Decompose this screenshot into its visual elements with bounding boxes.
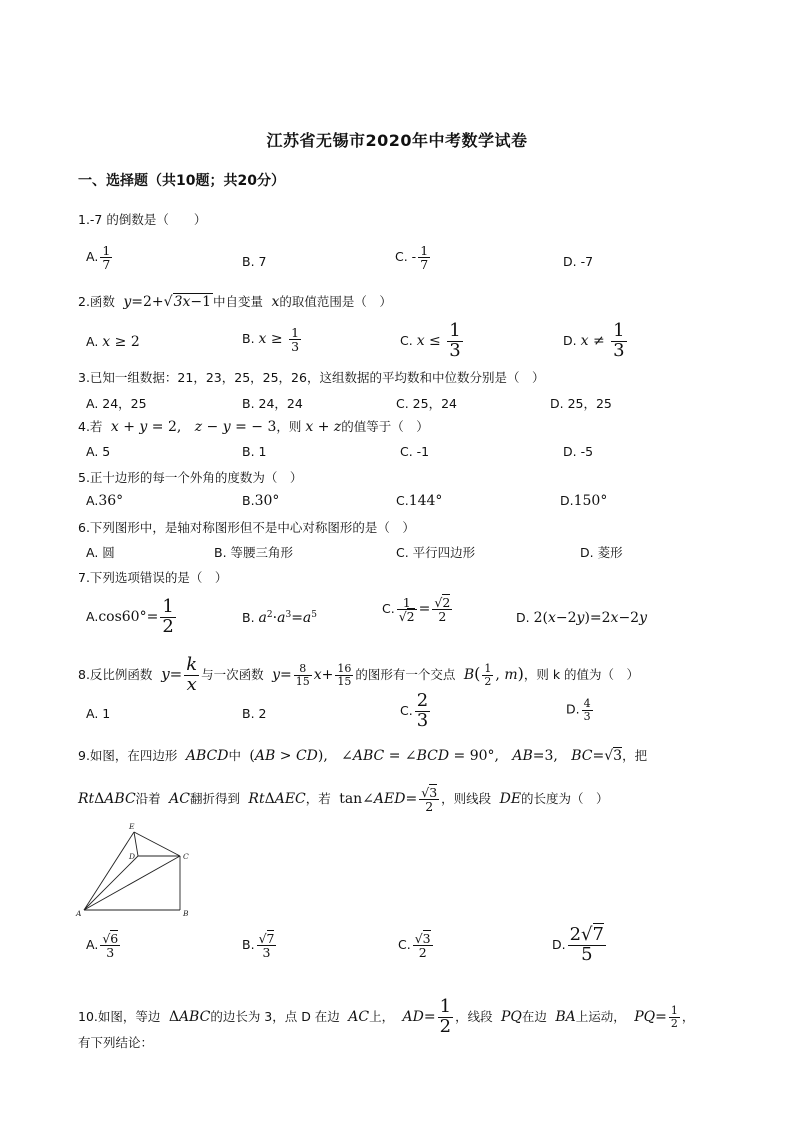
- q6-option-a: A. 圆: [86, 545, 115, 560]
- question-10-line-2: 有下列结论：: [78, 1035, 154, 1050]
- figure-label-c: C: [183, 852, 189, 861]
- q4-option-c: C. -1: [400, 444, 430, 459]
- quadrilateral-figure: [74, 820, 196, 918]
- q1-option-a: A. $\frac{1}{7}$: [86, 243, 111, 273]
- q2-option-a: A. x ≥ 2: [86, 334, 140, 350]
- q8-option-d: D. $\frac{4}{3}$: [566, 697, 591, 723]
- q4-option-a: A. 5: [86, 444, 111, 459]
- q7-option-a: A.cos60°= $\frac{1}{2}$: [86, 596, 174, 637]
- q6-option-b: B. 等腰三角形: [214, 545, 294, 560]
- q9-option-b: B. $\frac{√7}{3}$: [242, 931, 275, 961]
- figure-label-b: B: [183, 909, 189, 918]
- question-6: 6.下列图形中，是轴对称图形但不是中心对称图形的是（ ）: [78, 520, 415, 535]
- question-9-line-1: 9.如图，在四边形 ABCD中 (AB > CD), ∠ABC = ∠BCD = 90°, AB=3, BC=√3，把: [78, 748, 648, 764]
- q4-option-b: B. 1: [242, 444, 267, 459]
- q3-option-b: B. 24，24: [242, 396, 303, 411]
- q2-option-d: D. x ≠ $\frac{1}{3}$: [563, 320, 625, 361]
- q5-option-b: B.30°: [242, 493, 280, 509]
- section-heading: 一、选择题（共10题；共20分）: [78, 173, 285, 189]
- q3-option-c: C. 25，24: [396, 396, 457, 411]
- q1-option-c: C. - $\frac{1}{7}$: [395, 243, 429, 273]
- q3-option-a: A. 24，25: [86, 396, 147, 411]
- question-2: 2.函数 y=2+√3x−1 中自变量 x的取值范围是（ ）: [78, 294, 392, 310]
- question-10-line-1: 10.如图，等边 ΔABC的边长为 3，点 D 在边 AC上， AD= $\frac{1}{2}$ ，线段 PQ在边 BA上运动， PQ= $\frac{1}{2}$ ，: [78, 996, 695, 1037]
- question-4: 4.若 x + y = 2, z − y = − 3，则 x + z的值等于（ ）: [78, 419, 429, 435]
- q5-option-a: A.36°: [86, 493, 124, 509]
- question-7: 7.下列选项错误的是（ ）: [78, 570, 228, 585]
- q6-option-c: C. 平行四边形: [396, 545, 476, 560]
- q1-option-d: D. -7: [563, 254, 594, 269]
- q1-option-b: B. 7: [242, 254, 267, 269]
- q9-option-a: A. $\frac{√6}{3}$: [86, 931, 119, 961]
- q6-option-d: D. 菱形: [580, 545, 623, 560]
- q5-option-d: D.150°: [560, 493, 608, 509]
- question-8: 8.反比例函数 y= $\frac{k}{x}$ 与一次函数 y= $\frac{8}{15}$ x+ $\frac{16}{15}$ 的图形有一个交点 B( $\frac{1}{2}$ , m)，则 k 的值为（ ）: [78, 654, 640, 695]
- q2-option-c: C. x ≤ $\frac{1}{3}$: [400, 320, 461, 361]
- question-9-line-2: RtΔABC沿着 AC翻折得到 RtΔAEC，若 tan∠AED= $\frac{√3}{2}$ ，则线段 DE的长度为（ ）: [78, 785, 609, 815]
- q7-option-d: D. 2(x−2y)=2x−2y: [516, 610, 648, 626]
- q7-option-c: C. $\frac{1}{√2}$ = $\frac{√2}{2}$: [382, 595, 451, 625]
- q8-option-a: A. 1: [86, 706, 111, 721]
- q8-option-c: C. $\frac{2}{3}$: [400, 690, 429, 731]
- question-1: 1.-7 的倒数是（ ）: [78, 212, 207, 227]
- q9-option-c: C. $\frac{√3}{2}$: [398, 931, 431, 961]
- page-title: 江苏省无锡市2020年中考数学试卷: [266, 131, 528, 150]
- q2-option-b: B. x ≥ $\frac{1}{3}$: [242, 325, 300, 355]
- q8-option-b: B. 2: [242, 706, 267, 721]
- q4-option-d: D. -5: [563, 444, 594, 459]
- question-5: 5.正十边形的每一个外角的度数为（ ）: [78, 470, 303, 485]
- figure-label-a: A: [76, 909, 82, 918]
- question-3: 3.已知一组数据：21，23，25，25，26，这组数据的平均数和中位数分别是（ ）: [78, 370, 545, 385]
- q3-option-d: D. 25，25: [550, 396, 612, 411]
- figure-label-e: E: [129, 822, 135, 831]
- q9-option-d: D. $\frac{2√7}{5}$: [552, 924, 604, 965]
- q7-option-b: B. $a^2\cdot a^3=a^5$: [242, 610, 318, 627]
- q5-option-c: C.144°: [396, 493, 443, 509]
- figure-label-d: D: [129, 852, 136, 861]
